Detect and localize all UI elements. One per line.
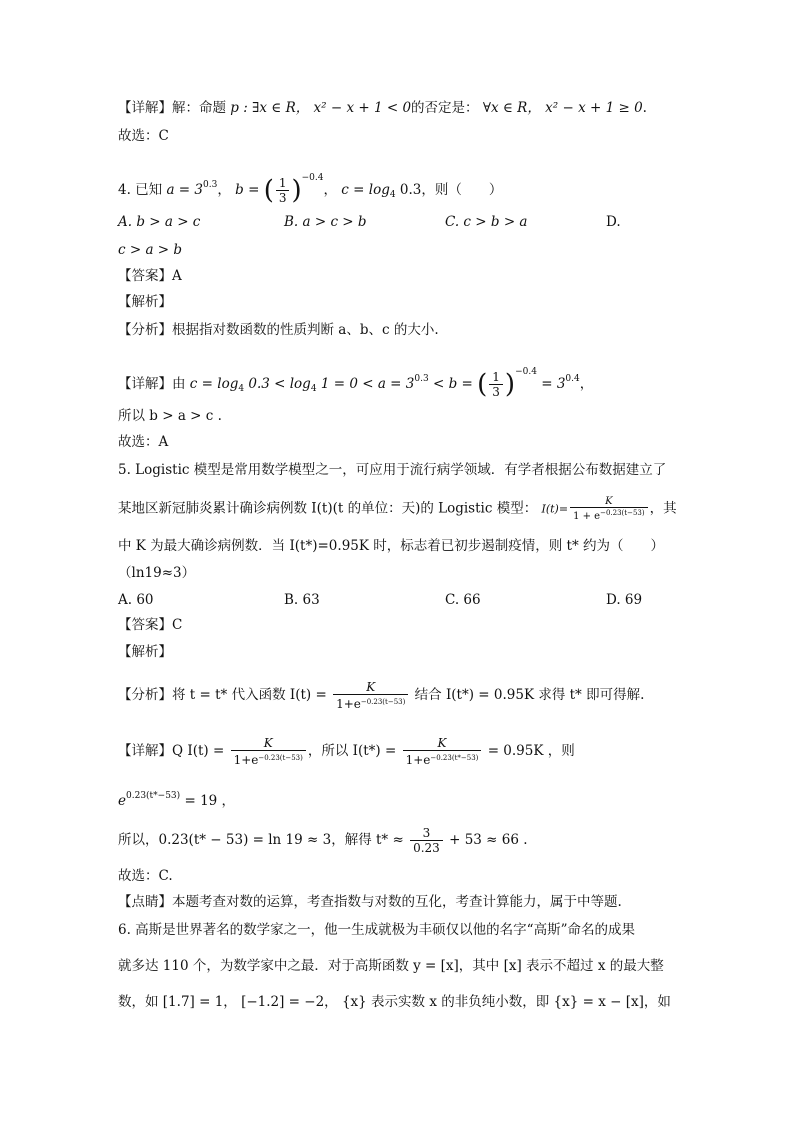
option-d[interactable]: D. 69 — [606, 592, 643, 608]
b-def: b = — [235, 182, 260, 198]
forall-clause: ∀x ∈ R， — [482, 100, 541, 116]
log-base: 4 — [238, 384, 245, 394]
math: 1 = 0 < a = 3 — [316, 376, 415, 392]
option-a[interactable]: A. 60 — [118, 592, 154, 608]
a-def: a = 3 — [166, 182, 204, 198]
q5-hint: （ln19≈3） — [118, 565, 196, 581]
text: ，则（ ） — [421, 182, 503, 198]
option-d[interactable]: D. — [606, 214, 621, 230]
text: ，所以 I(t*) = — [307, 743, 397, 759]
fraction: $\frac{K}{1+e^{-0.23(t-53)}}$ — [231, 736, 306, 767]
text: 0.3 — [395, 182, 422, 198]
q4-analysis-tag: 【解析】 — [118, 294, 172, 310]
text: 所以，0.23(t* − 53) = ln 19 ≈ 3，解得 t* ≈ — [118, 832, 404, 848]
math: I(t)= — [541, 502, 569, 516]
q4-stem: 4. 已知 $a = 3^{0.3}$， b = ( $\frac{1}{3}$ )$^{-0.4}$， $c = \log_4 0.3$，则（ ） — [118, 173, 503, 206]
q4-detail: 【详解】由 $c = \log_4 0.3 < \log_4 1 = 0 < a = 3^{0.3} < b$ = ( $\frac{1}{3}$ )$^{-0.4} = 3^{0.4}$， — [118, 367, 594, 400]
text: = 0.95K ，则 — [487, 743, 575, 759]
math: < b = — [428, 376, 473, 392]
q3-detail-line — [118, 98, 647, 118]
text: 【详解】Q I(t) = — [118, 743, 225, 759]
text: 由 — [172, 376, 186, 392]
text: 【分析】将 t = t* 代入函数 I(t) = — [118, 687, 327, 703]
proposition-p: p : ∃x ∈ R， — [230, 100, 310, 116]
q5-choose: 故选：C. — [118, 868, 173, 884]
q5-answer: 【答案】C — [118, 617, 183, 633]
math: c = log — [189, 376, 239, 392]
math: = 3 — [536, 376, 566, 392]
text: + 53 ≈ 66 . — [449, 832, 528, 848]
option-b[interactable]: B. 63 — [284, 592, 320, 608]
q5-so — [118, 826, 528, 855]
exponent: 0.23(t*−53) — [126, 791, 181, 801]
q5-fenxi — [118, 680, 644, 711]
fraction: $\frac{1}{3}$ — [276, 176, 290, 205]
option-a[interactable]: A. b > a > c — [118, 214, 201, 230]
text: 4. 已知 — [118, 182, 163, 198]
option-b[interactable]: B. a > c > b — [284, 214, 367, 230]
fraction: $\frac{1}{3}$ — [489, 370, 503, 399]
q4-fenxi: 【分析】根据指对数函数的性质判断 a、b、c 的大小. — [118, 322, 439, 338]
q3-choose: 故选：C — [118, 128, 169, 144]
log-base: 4 — [389, 190, 396, 200]
q4-answer: 【答案】A — [118, 268, 182, 284]
q5-stem-line1: 5. Logistic 模型是常用数学模型之一，可应用于流行病学领域．有学者根据公布数据建立了 — [118, 462, 667, 478]
q4-so: 所以 b > a > c . — [118, 408, 222, 424]
q5-dianjing: 【点睛】本题考查对数的运算，考查指数与对数的互化，考查计算能力，属于中等题. — [118, 894, 622, 910]
exponent: 0.3 — [414, 374, 429, 384]
q5-detail — [118, 736, 575, 767]
q5-stem-line3: 中 K 为最大确诊病例数．当 I(t*)=0.95K 时，标志着已初步遏制疫情，则 t* 约为（ ） — [118, 538, 665, 554]
detail-tag: 【详解】 — [118, 376, 172, 392]
q5-analysis-tag: 【解析】 — [118, 644, 172, 660]
negated-inequality: x² − x + 1 ≥ 0 — [545, 100, 643, 116]
exponent: 0.3 — [203, 180, 218, 190]
text: . — [642, 100, 647, 116]
q5-e-line — [118, 786, 235, 811]
option-d-content: c > a > b — [118, 242, 183, 258]
text: ， — [579, 376, 594, 392]
text: 的否定是： — [411, 100, 479, 116]
c-def: c = log — [341, 182, 390, 198]
exponent: −0.4 — [515, 367, 537, 377]
inequality: x² − x + 1 < 0 — [313, 100, 412, 116]
detail-tag: 【详解】 — [118, 100, 172, 116]
fraction: $\frac{K}{1 + e^{-0.23(t-53)}}$ — [570, 496, 648, 522]
exponent: 0.4 — [565, 374, 580, 384]
text: = 19 ， — [180, 793, 236, 809]
math: e — [118, 793, 126, 809]
text: ，其 — [649, 500, 677, 517]
q6-line1: 6. 高斯是世界著名的数学家之一，他一生成就极为丰硕仅以他的名字“高斯”命名的成果 — [118, 922, 635, 938]
exponent: −0.4 — [301, 173, 324, 183]
text: 结合 I(t*) = 0.95K 求得 t* 即可得解. — [414, 687, 645, 703]
text: 解：命题 — [172, 100, 226, 116]
fraction: $\frac{3}{0.23}$ — [410, 826, 443, 855]
math: 0.3 < log — [244, 376, 311, 392]
q4-choose: 故选：A — [118, 434, 169, 450]
fraction: $\frac{K}{1+e^{-0.23(t*-53)}}$ — [403, 736, 482, 767]
option-c[interactable]: C. c > b > a — [445, 214, 528, 230]
q6-line2: 就多达 110 个，为数学家中之最．对于高斯函数 y = [x]，其中 [x] 表示不超过 x 的最大整 — [118, 958, 664, 974]
q5-stem-line2 — [118, 496, 677, 522]
text: ， — [217, 182, 231, 198]
text: 某地区新冠肺炎累计确诊病例数 I(t)(t 的单位：天)的 Logistic 模型： — [118, 500, 538, 517]
option-c[interactable]: C. 66 — [445, 592, 481, 608]
log-base: 4 — [310, 384, 317, 394]
fraction: $\frac{K}{1+e^{-0.23(t-53)}}$ — [333, 680, 408, 711]
q6-line3: 数，如 [1.7] = 1， [−1.2] = −2， {x} 表示实数 x 的非负纯小数，即 {x} = x − [x]，如 — [118, 994, 671, 1010]
text: ， — [323, 182, 337, 198]
